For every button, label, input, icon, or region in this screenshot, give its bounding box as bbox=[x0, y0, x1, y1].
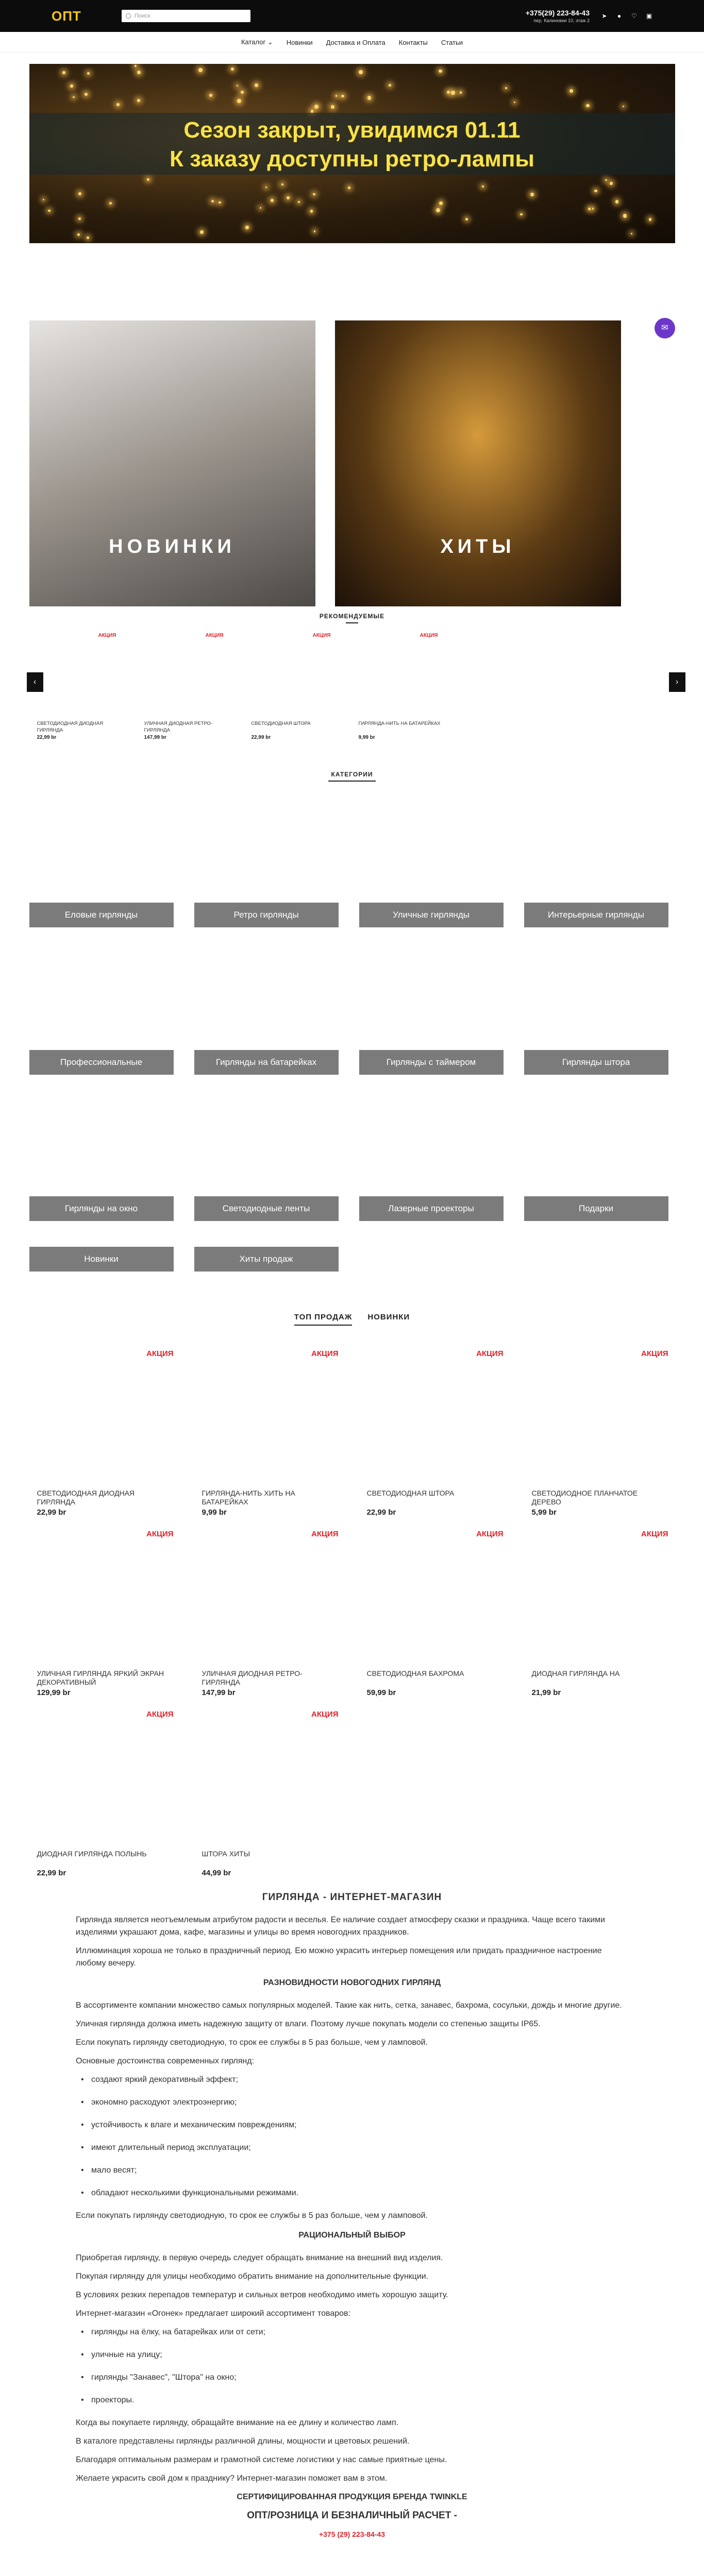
nav-item-catalog[interactable]: Каталог ⌄ bbox=[241, 38, 273, 46]
featured-new-title: НОВИНКИ bbox=[109, 536, 236, 557]
carousel-prev-button[interactable]: ‹ bbox=[27, 672, 43, 692]
light-bulb bbox=[271, 199, 273, 201]
light-bulb bbox=[649, 218, 651, 221]
product-price: 22,99 br bbox=[251, 735, 271, 740]
category-button[interactable]: Еловые гирлянды bbox=[29, 903, 174, 927]
light-bulb bbox=[367, 96, 372, 100]
product-name[interactable]: УЛИЧНАЯ ДИОДНАЯ РЕТРО-ГИРЛЯНДА bbox=[144, 721, 213, 733]
sale-badge: АКЦИЯ bbox=[476, 1530, 504, 1538]
light-bulb bbox=[530, 193, 534, 196]
product-card[interactable] bbox=[37, 633, 120, 751]
sale-badge: АКЦИЯ bbox=[312, 633, 331, 638]
light-bulb bbox=[198, 68, 202, 72]
category-button[interactable]: Гирлянды на батарейках bbox=[194, 1050, 339, 1075]
product-card[interactable] bbox=[359, 633, 441, 751]
cart-icon[interactable]: ▣ bbox=[646, 12, 652, 20]
light-bulb bbox=[109, 202, 112, 205]
light-bulb bbox=[70, 84, 73, 87]
nav-item-new[interactable]: Новинки bbox=[286, 38, 313, 46]
light-bulb bbox=[287, 196, 290, 199]
hero-line-1: Сезон закрыт, увидимся 01.11 bbox=[183, 117, 521, 143]
product-price: 21,99 br bbox=[531, 1688, 561, 1697]
nav-item-delivery[interactable]: Доставка и Оплата bbox=[326, 38, 385, 46]
featured-hits[interactable] bbox=[335, 320, 621, 606]
light-bulb bbox=[569, 89, 573, 93]
category-button[interactable]: Профессиональные bbox=[29, 1050, 174, 1075]
product-name[interactable]: УЛИЧНАЯ ГИРЛЯНДА ЯРКИЙ ЭКРАН ДЕКОРАТИВНЫЙ bbox=[37, 1669, 164, 1686]
sale-badge: АКЦИЯ bbox=[476, 1349, 504, 1358]
category-button[interactable]: Светодиодные ленты bbox=[194, 1196, 339, 1221]
category-button[interactable]: Уличные гирлянды bbox=[359, 903, 504, 927]
light-bulb bbox=[200, 230, 204, 234]
user-icon[interactable]: ● bbox=[617, 12, 622, 20]
certification-note: СЕРТИФИЦИРОВАННАЯ ПРОДУКЦИЯ БРЕНДА TWINKLE bbox=[237, 2493, 467, 2501]
sale-badge: АКЦИЯ bbox=[311, 1710, 339, 1719]
light-bulb bbox=[439, 201, 443, 205]
light-bulb bbox=[116, 103, 120, 106]
product-name[interactable]: ДИОДНАЯ ГИРЛЯНДА ПОЛЫНЬ bbox=[37, 1850, 147, 1858]
tab-top-sales[interactable]: ТОП ПРОДАЖ bbox=[294, 1313, 353, 1326]
carousel-next-button[interactable]: › bbox=[669, 672, 685, 692]
light-bulb bbox=[514, 101, 515, 103]
featured-hits-title: ХИТЫ bbox=[440, 536, 515, 557]
product-card[interactable] bbox=[29, 1520, 174, 1701]
light-bulb bbox=[137, 99, 140, 102]
light-bulb bbox=[137, 71, 141, 74]
list-item: • мало весят; bbox=[91, 2164, 628, 2177]
article-paragraph: Покупая гирлянду для улицы необходимо обратить внимание на дополнительные функции. bbox=[76, 2272, 429, 2281]
light-bulb bbox=[311, 110, 313, 112]
light-bulb bbox=[594, 190, 597, 192]
wholesale-note: ОПТ/РОЗНИЦА И БЕЗНАЛИЧНЫЙ РАСЧЕТ - bbox=[247, 2510, 457, 2521]
category-button[interactable]: Лазерные проекторы bbox=[359, 1196, 504, 1221]
category-button[interactable]: Гирлянды штора bbox=[524, 1050, 668, 1075]
article-paragraph: В ассортименте компании множество самых популярных моделей. Такие как нить, сетка, занавес, бахрома, сосульки, дождь и многие другие. bbox=[76, 2001, 622, 2010]
category-grid bbox=[29, 903, 675, 927]
light-bulb bbox=[260, 207, 261, 209]
sale-badge: АКЦИЯ bbox=[146, 1530, 174, 1538]
category-grid bbox=[29, 1247, 675, 1272]
light-bulb bbox=[460, 91, 462, 93]
product-card[interactable] bbox=[29, 1340, 174, 1520]
product-name[interactable]: ГИРЛЯНДА-НИТЬ ХИТЬ НА БАТАРЕЙКАХ bbox=[202, 1489, 295, 1506]
light-bulb bbox=[255, 83, 258, 87]
product-name[interactable]: СВЕТОДИОДНАЯ ДИОДНАЯ ГИРЛЯНДА bbox=[37, 721, 104, 733]
article-list-title: Интернет-магазин «Огонек» предлагает широкий ассортимент товаров: bbox=[76, 2309, 350, 2318]
light-bulb bbox=[43, 199, 44, 200]
category-button[interactable]: Гирлянды на окно bbox=[29, 1196, 174, 1221]
product-price: 22,99 br bbox=[37, 1508, 66, 1517]
light-bulb bbox=[237, 85, 238, 87]
article-paragraph: Иллюминация хороша не только в праздничный период. Ею можно украсить интерьер помещения или придать праздничное настроение любому вечеру. bbox=[76, 1946, 602, 1968]
light-bulb bbox=[78, 192, 81, 195]
article-title: ГИРЛЯНДА - ИНТЕРНЕТ-МАГАЗИН bbox=[262, 1892, 442, 1903]
light-bulb bbox=[592, 208, 594, 209]
address: пер. Калиновки 10, этаж 2 bbox=[533, 18, 590, 23]
light-bulb bbox=[615, 200, 619, 204]
product-card[interactable] bbox=[359, 1520, 504, 1701]
article-paragraph: Когда вы покупаете гирлянду, обращайте внимание на ее длину и количество ламп. bbox=[76, 2418, 399, 2427]
light-bulb bbox=[588, 208, 591, 210]
categories-title: КАТЕГОРИИ bbox=[0, 771, 704, 782]
sale-badge: АКЦИЯ bbox=[146, 1710, 174, 1719]
product-name[interactable]: ГИРЛЯНДА-НИТЬ НА БАТАРЕЙКАХ bbox=[358, 721, 441, 726]
send-icon[interactable]: ➤ bbox=[601, 12, 607, 20]
category-button[interactable]: Подарки bbox=[524, 1196, 668, 1221]
product-card[interactable] bbox=[194, 1520, 339, 1701]
light-bulb bbox=[336, 95, 338, 97]
article-subtitle: РАЦИОНАЛЬНЫЙ ВЫБОР bbox=[298, 2231, 406, 2240]
light-bulb bbox=[78, 217, 81, 220]
list-item: • гирлянды на ёлку, на батарейках или от сети; bbox=[91, 2326, 628, 2338]
main-nav bbox=[0, 32, 704, 53]
article-paragraph: В каталоге представлены гирлянды различной длины, мощности и цветовых решений. bbox=[76, 2437, 410, 2446]
light-bulb bbox=[310, 210, 313, 212]
tab-new[interactable]: НОВИНКИ bbox=[367, 1313, 410, 1321]
article-paragraph: Желаете украсить свой дом к празднику? Интернет-магазин поможет вам в этом. bbox=[76, 2474, 388, 2483]
search-icon bbox=[126, 13, 131, 19]
recommended-title: РЕКОМЕНДУЕМЫЕ bbox=[0, 613, 704, 623]
sale-badge: АКЦИЯ bbox=[641, 1349, 668, 1358]
product-card[interactable] bbox=[252, 633, 334, 751]
light-bulb bbox=[314, 230, 316, 232]
category-button[interactable]: Ретро гирлянды bbox=[194, 903, 339, 927]
sale-badge: АКЦИЯ bbox=[420, 633, 438, 638]
list-item: • устойчивость к влаге и механическим повреждениям; bbox=[91, 2119, 628, 2131]
light-bulb bbox=[436, 208, 440, 212]
article-paragraph: Приобретая гирлянду, в первую очередь следует обращать внимание на внешний вид изделия. bbox=[76, 2253, 443, 2262]
product-tabs bbox=[0, 1313, 704, 1326]
heart-icon[interactable]: ♡ bbox=[631, 12, 637, 20]
product-name[interactable]: СВЕТОДИОДНАЯ ШТОРА bbox=[366, 1489, 455, 1497]
recommended-carousel bbox=[29, 623, 679, 768]
product-name[interactable]: ШТОРА ХИТЫ bbox=[202, 1850, 250, 1858]
light-bulb bbox=[48, 210, 51, 212]
light-bulb bbox=[447, 91, 450, 94]
light-bulb bbox=[231, 67, 234, 71]
light-bulb bbox=[314, 105, 319, 109]
light-bulb bbox=[348, 187, 350, 189]
light-bulb bbox=[623, 106, 624, 107]
list-item: • гирлянды "Занавес", "Штора" на окно; bbox=[91, 2371, 628, 2384]
product-card[interactable] bbox=[194, 1701, 339, 1881]
light-bulb bbox=[482, 185, 484, 188]
product-price: 147,99 br bbox=[144, 735, 166, 740]
category-grid bbox=[29, 1050, 675, 1075]
product-card[interactable] bbox=[29, 1701, 174, 1881]
chat-widget-button[interactable]: ✉ bbox=[655, 318, 675, 338]
sale-badge: АКЦИЯ bbox=[205, 633, 224, 638]
list-item: • обладают несколькими функциональными режимами. bbox=[91, 2187, 628, 2199]
light-bulb bbox=[147, 178, 149, 181]
hero-banner[interactable] bbox=[29, 64, 675, 243]
featured-categories bbox=[29, 320, 675, 606]
article-paragraph: Благодаря оптимальным размерам и грамотной системе логистики у нас самые приятные цены. bbox=[76, 2455, 447, 2464]
light-bulb bbox=[520, 213, 522, 215]
seo-article bbox=[76, 1891, 628, 2540]
top-products-grid bbox=[29, 1340, 675, 1881]
product-card[interactable] bbox=[524, 1340, 668, 1520]
nav-item-articles[interactable]: Статьи bbox=[441, 38, 463, 46]
product-card[interactable] bbox=[144, 633, 227, 751]
article-list-title: Основные достоинства современных гирлянд: bbox=[76, 2057, 255, 2065]
list-item: • имеют длительный период эксплуатации; bbox=[91, 2142, 628, 2154]
product-price: 22,99 br bbox=[366, 1508, 396, 1517]
light-bulb bbox=[77, 233, 80, 236]
light-bulb bbox=[85, 93, 88, 96]
sale-badge: АКЦИЯ bbox=[98, 633, 116, 638]
light-bulb bbox=[211, 200, 214, 202]
light-bulb bbox=[451, 91, 455, 95]
product-card[interactable] bbox=[359, 1340, 504, 1520]
product-name[interactable]: УЛИЧНАЯ ДИОДНАЯ РЕТРО-ГИРЛЯНДА bbox=[202, 1669, 303, 1686]
sale-badge: АКЦИЯ bbox=[311, 1349, 339, 1358]
light-bulb bbox=[631, 233, 632, 234]
list-item: • экономно расходуют электроэнергию; bbox=[91, 2096, 628, 2109]
light-bulb bbox=[237, 99, 241, 103]
logo[interactable]: ОПТ bbox=[52, 8, 81, 24]
light-bulb bbox=[605, 179, 607, 181]
category-button[interactable]: Новинки bbox=[29, 1247, 174, 1272]
category-button[interactable]: Хиты продаж bbox=[194, 1247, 339, 1272]
product-price: 22,99 br bbox=[37, 1869, 66, 1877]
product-price: 5,99 br bbox=[531, 1508, 557, 1517]
list-item: • уличные на улицу; bbox=[91, 2349, 628, 2361]
sale-badge: АКЦИЯ bbox=[146, 1349, 174, 1358]
product-price: 9,99 br bbox=[202, 1508, 227, 1517]
product-price: 147,99 br bbox=[202, 1688, 236, 1697]
article-paragraph: Если покупать гирлянду светодиодную, то срок ее службы в 5 раз больше, чем у ламповой. bbox=[76, 2211, 428, 2220]
light-bulb bbox=[313, 193, 315, 195]
product-name[interactable]: СВЕТОДИОДНОЕ ПЛАНЧАТОЕ ДЕРЕВО bbox=[531, 1489, 638, 1506]
light-bulb bbox=[623, 214, 627, 218]
light-bulb bbox=[219, 201, 221, 204]
product-name[interactable]: ДИОДНАЯ ГИРЛЯНДА НА bbox=[531, 1669, 620, 1677]
featured-new[interactable] bbox=[29, 320, 315, 606]
light-bulb bbox=[586, 104, 589, 107]
light-bulb bbox=[209, 94, 212, 97]
article-paragraph: Уличная гирлянда должна иметь надежную защиту от влаги. Поэтому лучше покупать модели со степенью защиты IP65. bbox=[76, 2020, 541, 2028]
sale-badge: АКЦИЯ bbox=[311, 1530, 339, 1538]
list-item: • проекторы. bbox=[91, 2394, 628, 2406]
product-name[interactable]: СВЕТОДИОДНАЯ БАХРОМА bbox=[366, 1669, 464, 1677]
list-item: • создают яркий декоративный эффект; bbox=[91, 2074, 628, 2086]
phone-number[interactable]: +375(29) 223-84-43 bbox=[525, 9, 590, 17]
light-bulb bbox=[439, 70, 442, 73]
light-bulb bbox=[73, 96, 74, 98]
product-price: 44,99 br bbox=[202, 1869, 231, 1877]
product-name[interactable]: СВЕТОДИОДНАЯ ДИОДНАЯ ГИРЛЯНДА bbox=[37, 1489, 135, 1506]
sale-badge: АКЦИЯ bbox=[641, 1530, 668, 1538]
product-price: 9,99 br bbox=[358, 735, 375, 740]
category-button[interactable]: Гирлянды с таймером bbox=[359, 1050, 504, 1075]
product-price: 22,99 br bbox=[37, 735, 57, 740]
search-input[interactable] bbox=[122, 10, 250, 22]
light-bulb bbox=[389, 84, 391, 87]
article-paragraph: В условиях резких перепадов температур и сильных ветров необходимо иметь хорошую защиту. bbox=[76, 2291, 448, 2299]
light-bulb bbox=[87, 72, 90, 75]
light-bulb bbox=[265, 187, 267, 188]
light-bulb bbox=[87, 236, 89, 239]
light-bulb bbox=[359, 70, 363, 74]
light-bulb bbox=[465, 218, 468, 221]
light-bulb bbox=[62, 71, 65, 74]
light-bulb bbox=[245, 226, 249, 229]
promo-phone[interactable]: +375 (29) 223-84-43 bbox=[319, 2530, 385, 2538]
product-price: 59,99 br bbox=[366, 1688, 396, 1697]
nav-item-contacts[interactable]: Контакты bbox=[398, 38, 428, 46]
light-bulb bbox=[505, 87, 507, 89]
light-bulb bbox=[241, 91, 244, 94]
top-bar bbox=[0, 0, 704, 32]
article-paragraph: Если покупать гирлянду светодиодную, то срок ее службы в 5 раз больше, чем у ламповой. bbox=[76, 2038, 428, 2047]
assortment-list bbox=[91, 2326, 628, 2406]
light-bulb bbox=[298, 201, 300, 203]
phone-block bbox=[526, 9, 590, 23]
article-subtitle: РАЗНОВИДНОСТИ НОВОГОДНИХ ГИРЛЯНД bbox=[263, 1978, 441, 1987]
light-bulb bbox=[341, 95, 344, 98]
category-button[interactable]: Интерьерные гирлянды bbox=[524, 903, 668, 927]
product-card[interactable] bbox=[524, 1520, 668, 1701]
category-grid bbox=[29, 1196, 675, 1221]
article-paragraph: Гирлянда является неотъемлемым атрибутом радости и веселья. Ее наличие создает атмосферу сказки и праздника. Чаще всего такими изделиями украшают дома, кафе, магазины и улицы во время новогодних праздников. bbox=[76, 1916, 606, 1937]
product-name[interactable]: СВЕТОДИОДНАЯ ШТОРА bbox=[251, 721, 311, 726]
light-bulb bbox=[610, 182, 612, 184]
light-bulb bbox=[135, 65, 137, 67]
light-bulb bbox=[281, 183, 283, 185]
light-bulb bbox=[331, 105, 334, 109]
advantages-list bbox=[91, 2074, 628, 2199]
product-card[interactable] bbox=[194, 1340, 339, 1520]
product-price: 129,99 br bbox=[37, 1688, 71, 1697]
search-placeholder: Поиск bbox=[135, 13, 150, 19]
hero-line-2: К заказу доступны ретро-лампы bbox=[170, 146, 534, 172]
